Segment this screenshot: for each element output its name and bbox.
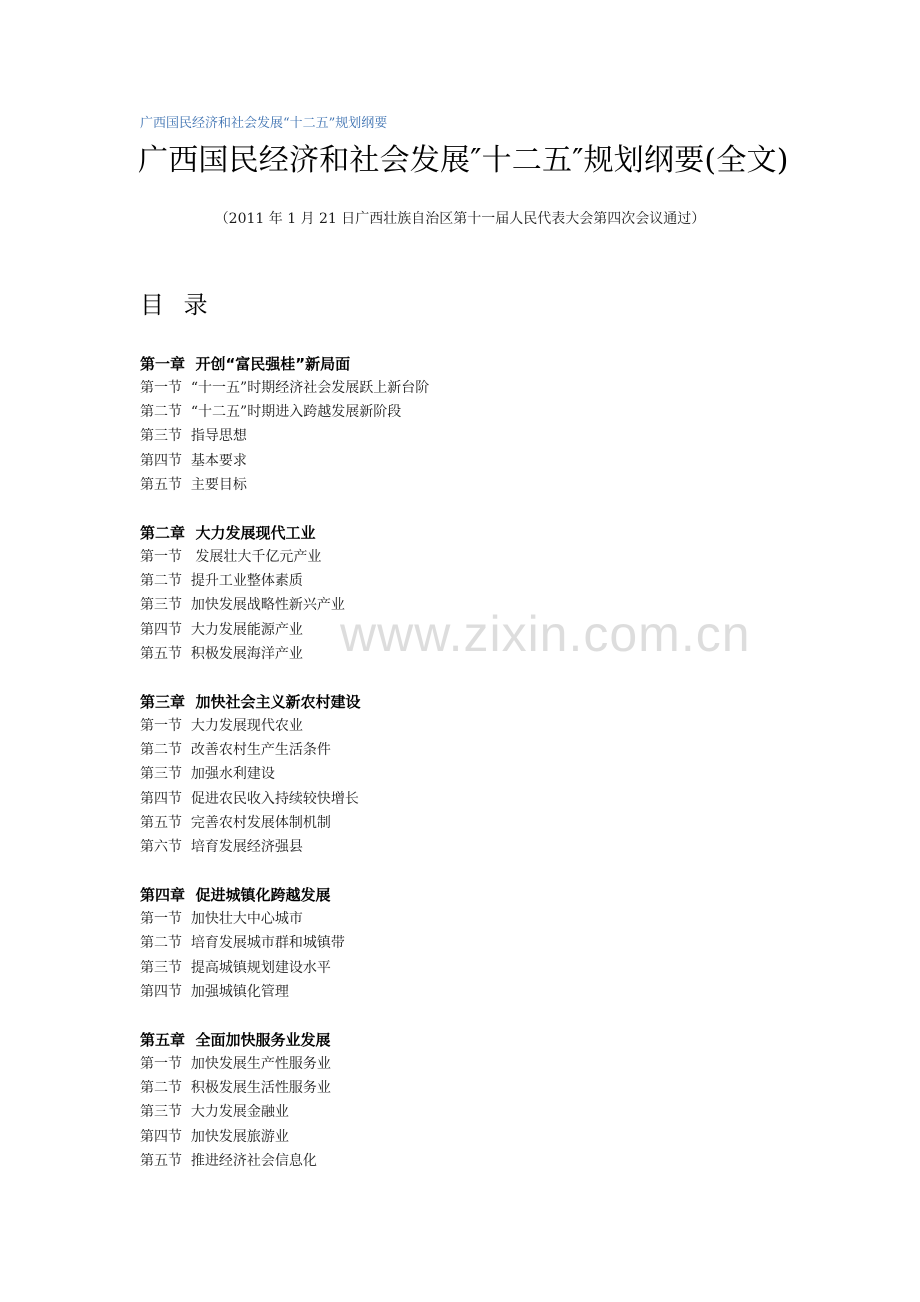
toc-chapter [140, 1028, 780, 1173]
section-item[interactable]: 第四节 促进农民收入持续较快增长 [140, 790, 359, 807]
section-item[interactable]: 第四节 加快发展旅游业 [140, 1128, 289, 1145]
section-item[interactable]: 第二节 提升工业整体素质 [140, 573, 303, 590]
toc-chapter [140, 883, 780, 1004]
section-item[interactable]: 第二节 改善农村生产生活条件 [140, 742, 331, 759]
toc-chapter [140, 352, 780, 497]
section-item[interactable]: 第一节 “十一五”时期经济社会发展跃上新台阶 [140, 380, 430, 396]
section-item[interactable]: 第二节 “十二五”时期进入跨越发展新阶段 [140, 404, 402, 421]
document-subtitle: （2011 年 1 月 21 日广西壮族自治区第十一届人民代表大会第四次会议通过） [214, 211, 706, 227]
header-link[interactable]: 广西国民经济和社会发展“十二五”规划纲要 [140, 116, 388, 131]
toc-chapter [140, 521, 780, 666]
section-item[interactable]: 第五节 完善农村发展体制机制 [140, 814, 331, 831]
section-item[interactable]: 第五节 推进经济社会信息化 [140, 1152, 317, 1169]
section-item[interactable]: 第三节 指导思想 [140, 428, 247, 445]
section-item[interactable]: 第三节 加强水利建设 [140, 766, 275, 783]
section-item[interactable]: 第五节 主要目标 [140, 476, 247, 493]
section-item[interactable]: 第三节 加快发展战略性新兴产业 [140, 597, 345, 614]
section-item[interactable]: 第一节 大力发展现代农业 [140, 718, 303, 735]
section-item[interactable]: 第一节 加快发展生产性服务业 [140, 1056, 331, 1073]
chapter-title[interactable]: 第二章 大力发展现代工业 [140, 524, 316, 543]
section-item[interactable]: 第一节 发展壮大千亿元产业 [140, 549, 322, 566]
section-item[interactable]: 第六节 培育发展经济强县 [140, 839, 303, 856]
section-item[interactable]: 第一节 加快壮大中心城市 [140, 911, 303, 928]
section-item[interactable]: 第四节 加强城镇化管理 [140, 983, 289, 1000]
document-title: 广西国民经济和社会发展″十二五″规划纲要(全文) [138, 143, 789, 178]
section-item[interactable]: 第三节 提高城镇规划建设水平 [140, 959, 331, 976]
section-item[interactable]: 第二节 积极发展生活性服务业 [140, 1080, 331, 1097]
section-item[interactable]: 第二节 培育发展城市群和城镇带 [140, 935, 345, 952]
toc-heading: 目 录 [140, 291, 214, 319]
section-item[interactable]: 第五节 积极发展海洋产业 [140, 645, 303, 662]
toc-chapter [140, 690, 780, 859]
chapter-title[interactable]: 第五章 全面加快服务业发展 [140, 1031, 331, 1050]
section-item[interactable]: 第三节 大力发展金融业 [140, 1104, 289, 1121]
chapter-title[interactable]: 第四章 促进城镇化跨越发展 [140, 886, 331, 905]
table-of-contents [140, 352, 780, 1197]
section-item[interactable]: 第四节 基本要求 [140, 452, 247, 469]
chapter-title[interactable]: 第一章 开创“富民强桂”新局面 [140, 355, 351, 373]
watermark: www.zixin.com.cn [340, 606, 751, 662]
section-item[interactable]: 第四节 大力发展能源产业 [140, 621, 303, 638]
chapter-title[interactable]: 第三章 加快社会主义新农村建设 [140, 693, 361, 712]
